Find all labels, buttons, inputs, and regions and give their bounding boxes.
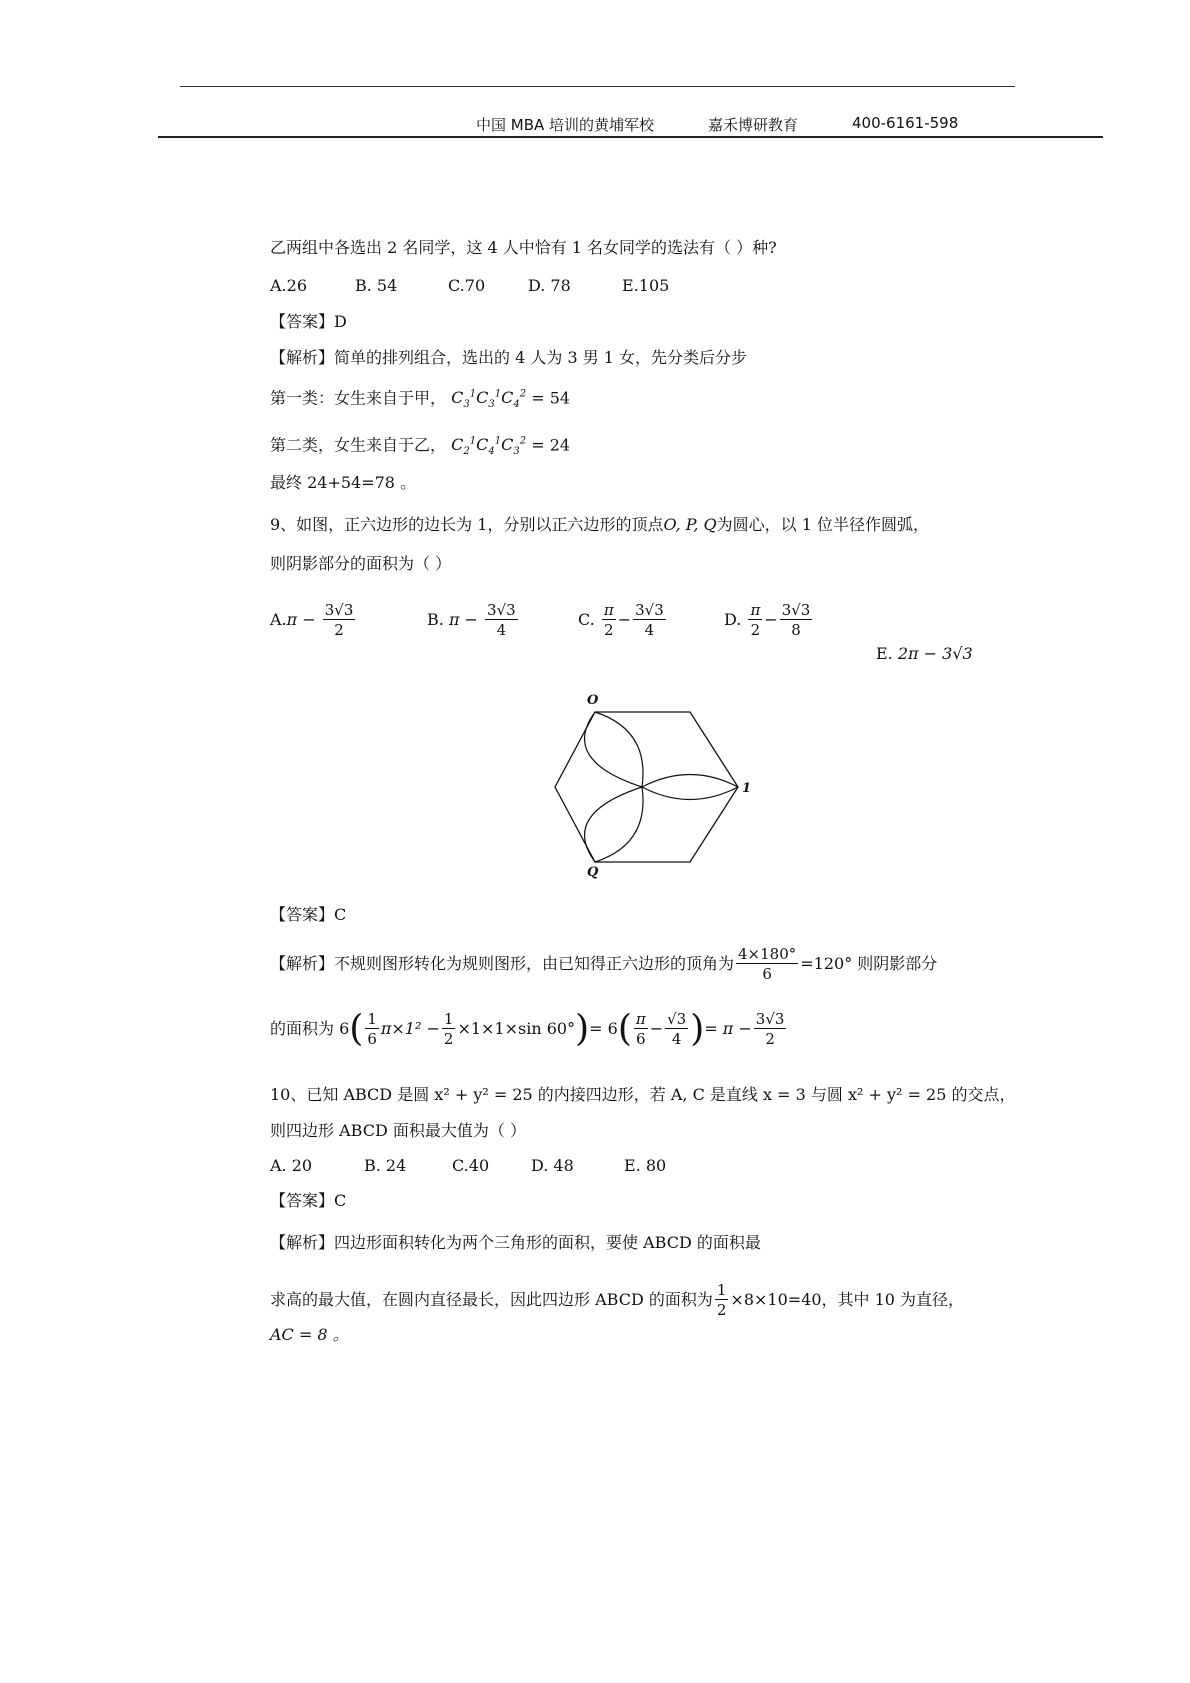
q10-option-a: A. 20	[270, 1156, 313, 1175]
q8-answer: 【答案】D	[270, 312, 347, 331]
petal-arc-q	[585, 787, 642, 862]
petal-arc-o	[585, 712, 642, 787]
header-top-rule	[180, 86, 1015, 87]
petal-arc-p	[642, 775, 738, 788]
q10-stem-line1: 10、已知 ABCD 是圆 x² + y² = 25 的内接四边形，若 A, C 是直线 x = 3 与圆 x² + y² = 25 的交点，	[270, 1085, 1016, 1104]
petal-arc-p-2	[642, 787, 738, 800]
q8-option-b: B. 54	[355, 276, 398, 295]
figure-label-o: O	[587, 693, 599, 708]
q8-case1-formula: $C_3^1C_3^1C_4^2$	[451, 388, 527, 411]
q10-option-b: B. 24	[364, 1156, 407, 1175]
q9-stem-line2: 则阴影部分的面积为（ ）	[270, 554, 452, 573]
q9-stem-post: 为圆心，以 1 位半径作圆弧，	[716, 515, 929, 534]
figure-label-p: 1	[742, 781, 752, 796]
q10-answer: 【答案】C	[270, 1191, 347, 1210]
q10-option-d: D. 48	[531, 1156, 574, 1175]
hexagon-figure	[550, 692, 750, 872]
q9-option-b: B. π − $\frac{3√3}{4}$	[427, 601, 516, 639]
q8-option-e: E.105	[622, 276, 670, 295]
q9-option-d: D. $\frac{\pi}{2}$ − $\frac{3√3}{8}$	[724, 601, 811, 639]
q8-stem: 乙两组中各选出 2 名同学，这 4 人中恰有 1 名女同学的选法有（ ）种?	[270, 238, 777, 257]
q8-case1	[270, 384, 570, 417]
q8-analysis: 【解析】简单的排列组合，选出的 4 人为 3 男 1 女，先分类后分步	[270, 348, 748, 367]
q8-case2-label: 第二类，女生来自于乙，	[270, 435, 447, 455]
header-school: 中国 MBA 培训的黄埔军校	[476, 116, 655, 134]
q10-half-fraction: $\frac{1}{2}$	[716, 1281, 727, 1319]
q9-option-c: C. $\frac{\pi}{2}$ − $\frac{3√3}{4}$	[578, 601, 664, 639]
q9-analysis-line2: 的面积为 6( $\frac{1}{6}$ π×1² − $\frac{1}{2}$ ×1×1×sin 60°)= 6( $\frac{\pi}{6}$ − $\frac{√3}{4}$ )= π − $\frac{3√3}{2}$	[270, 1008, 785, 1050]
q9-answer: 【答案】C	[270, 905, 347, 924]
q8-case2-result: = 24	[531, 435, 571, 455]
q8-case1-result: = 54	[531, 388, 571, 408]
petal-arc-q-2	[595, 787, 643, 862]
q8-option-a: A.26	[270, 276, 307, 295]
header-bottom-rule	[158, 136, 1103, 138]
q10-option-e: E. 80	[624, 1156, 667, 1175]
q9-stem-vars: O, P, Q	[663, 515, 717, 534]
q10-analysis-line3: AC = 8 。	[270, 1325, 349, 1344]
petal-arc-o-2	[595, 712, 643, 787]
q9-analysis-line1: 【解析】不规则图形转化为规则图形，由已知得正六边形的顶角为 $\frac{4\times 180^\circ}{6}$ =120° 则阴影部分	[270, 945, 938, 983]
q8-option-d: D. 78	[528, 276, 571, 295]
hexagon-outline	[555, 712, 738, 862]
q8-option-c: C.70	[448, 276, 486, 295]
q9-option-e: E. 2π − 3√3	[876, 644, 973, 663]
q8-case2	[270, 431, 570, 464]
figure-label-q: Q	[587, 865, 599, 880]
q8-case1-label: 第一类：女生来自于甲，	[270, 388, 447, 408]
q9-option-a: A.π − $\frac{3√3}{2}$	[270, 601, 354, 639]
header-phone: 400-6161-598	[852, 114, 959, 132]
q8-final: 最终 24+54=78 。	[270, 473, 417, 492]
q9-stem-line1	[270, 514, 929, 536]
q10-stem-line2: 则四边形 ABCD 面积最大值为（ ）	[270, 1121, 526, 1140]
q9-stem-pre: 9、如图，正六边形的边长为 1，分别以正六边形的顶点	[270, 515, 664, 534]
q10-analysis-line2: 求高的最大值，在圆内直径最长，因此四边形 ABCD 的面积为 $\frac{1}{2}$ ×8×10=40，其中 10 为直径，	[270, 1281, 965, 1319]
q8-case2-formula: $C_2^1C_4^1C_3^2$	[451, 435, 527, 458]
header-brand: 嘉禾博研教育	[708, 116, 799, 134]
q10-option-c: C.40	[452, 1156, 490, 1175]
q10-analysis-line1: 【解析】四边形面积转化为两个三角形的面积，要使 ABCD 的面积最	[270, 1233, 761, 1252]
q9-angle-fraction: $\frac{4\times 180^\circ}{6}$	[738, 945, 797, 983]
